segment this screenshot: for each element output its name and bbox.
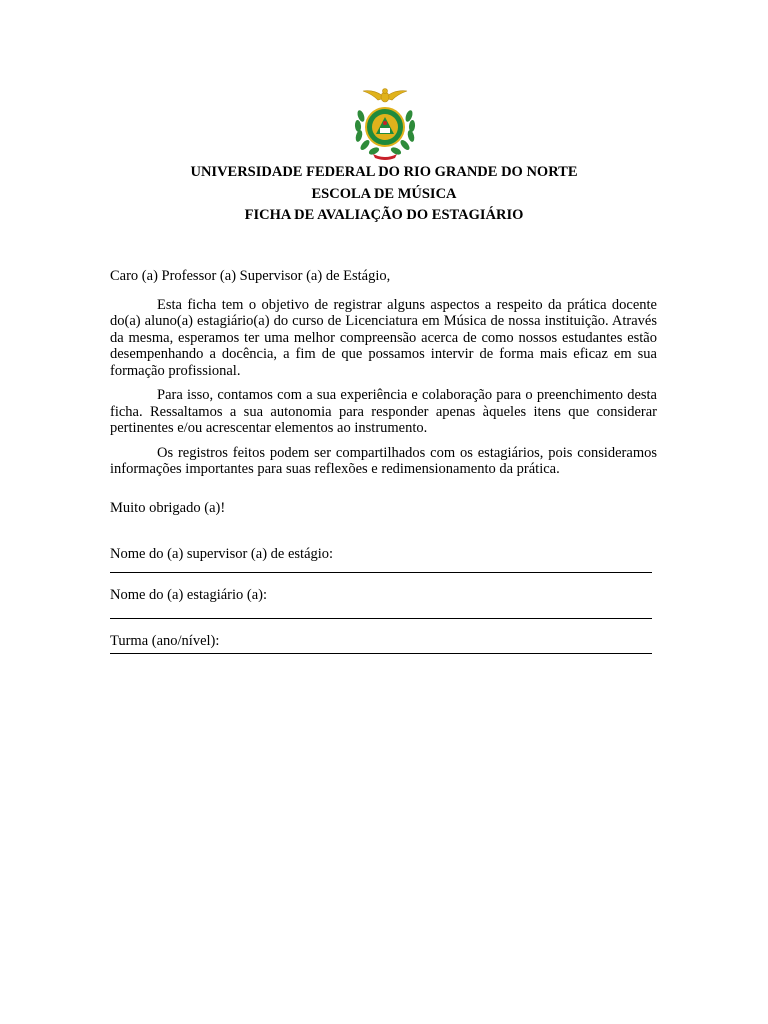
class-line[interactable] (110, 653, 652, 654)
paragraph-sharing: Os registros feitos podem ser compartilhados com os estagiários, pois consideramos informações importantes para suas reflexões e redimensionamento da prática. (110, 444, 657, 477)
letter-body (110, 268, 657, 654)
document-header (0, 162, 768, 227)
trainee-name-label: Nome do (a) estagiário (a): (110, 586, 268, 603)
thanks-line: Muito obrigado (a)! (110, 499, 226, 516)
greeting: Caro (a) Professor (a) Supervisor (a) de Estágio, (110, 268, 391, 284)
paragraph-objective: Esta ficha tem o objetivo de registrar alguns aspectos a respeito da prática docente do(a) aluno(a) estagiário(a) do curso de Licenciatura em Música de nossa instituição. Através da mesma, esperamos ter uma melhor compreensão acerca de como nossos estudantes estão desempenhando a docência, a fim de que possamos intervir de forma mais eficaz em sua formação profissional. (110, 296, 657, 379)
school-name: ESCOLA DE MÚSICA (311, 185, 457, 202)
class-label: Turma (ano/nível): (110, 633, 220, 649)
supervisor-name-label: Nome do (a) supervisor (a) de estágio: (110, 546, 334, 562)
university-name: UNIVERSIDADE FEDERAL DO RIO GRANDE DO NORTE (190, 164, 578, 180)
paragraph-collaboration: Para isso, contamos com a sua experiência e colaboração para o preenchimento desta ficha. Ressaltamos a sua autonomia para responder apenas àqueles itens que considerar pertinentes e/ou acrescentar elementos ao instrumento. (110, 387, 657, 436)
form-title: FICHA DE AVALIAÇÃO DO ESTAGIÁRIO (244, 207, 524, 223)
university-seal-icon (349, 82, 421, 162)
